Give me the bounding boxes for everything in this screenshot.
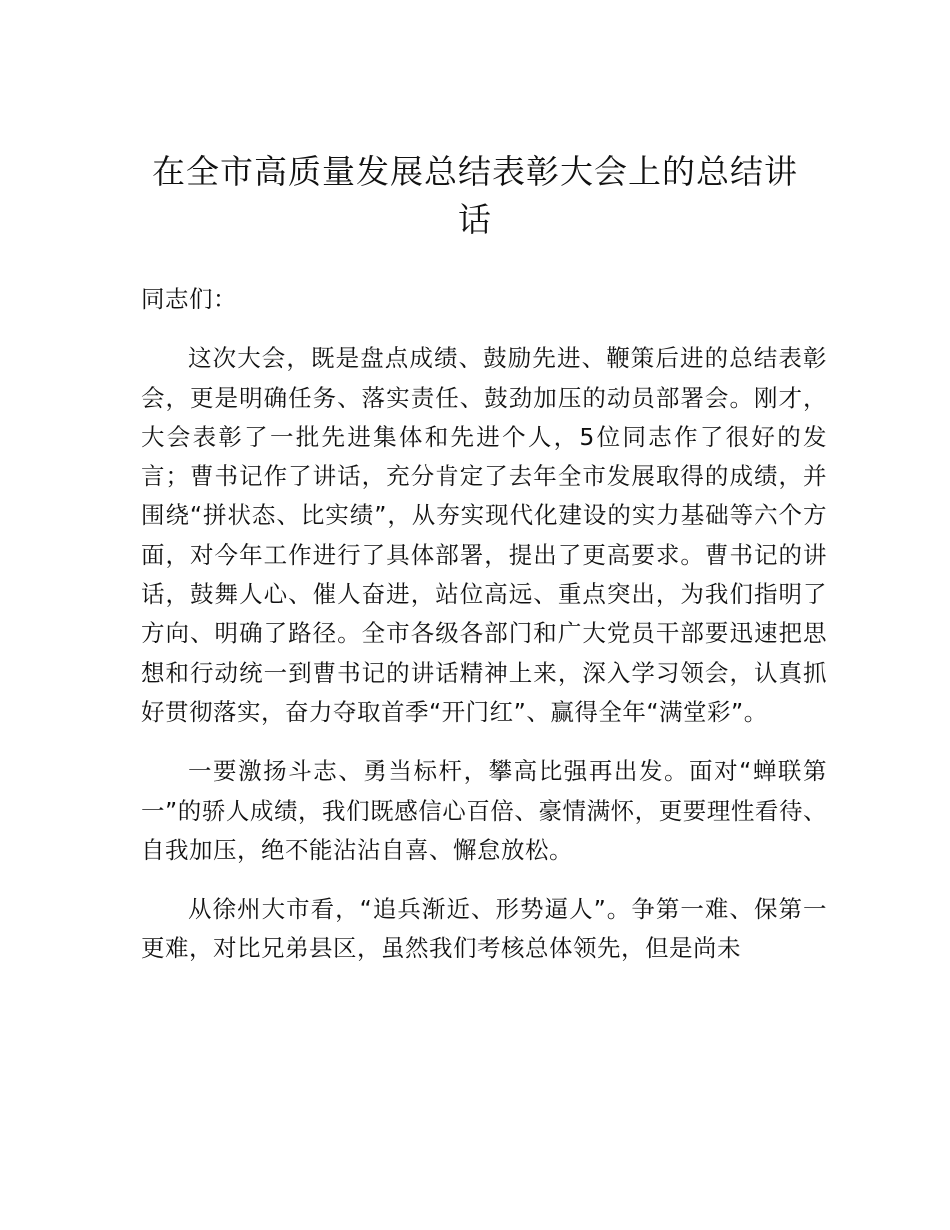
document-title: 在全市高质量发展总结表彰大会上的总结讲话: [152, 152, 798, 239]
document-body: [141, 280, 827, 989]
paragraph-opening: 这次大会，既是盘点成绩、鼓励先进、鞭策后进的总结表彰会，更是明确任务、落实责任、鼓劲加压的动员部署会。刚才，大会表彰了一批先进集体和先进个人，5位同志作了很好的发言；曹书记作了讲话，充分肯定了去年全市发展取得的成绩，并围绕“拼状态、比实绩”，从夯实现代化建设的实力基础等六个方面，对今年工作进行了具体部署，提出了更高要求。曹书记的讲话，鼓舞人心、催人奋进，站位高远、重点突出，为我们指明了方向、明确了路径。全市各级各部门和广大党员干部要迅速把思想和行动统一到曹书记的讲话精神上来，深入学习领会，认真抓好贯彻落实，奋力夺取首季“开门红”、赢得全年“满堂彩”。: [141, 344, 827, 726]
salutation: 同志们：: [141, 285, 237, 313]
paragraph-xuzhou: 从徐州大市看，“追兵渐近、形势逼人”。争第一难、保第一更难，对比兄弟县区，虽然我们考核总体领先，但是尚未: [141, 895, 827, 963]
paragraph-point-one: 一要激扬斗志、勇当标杆，攀高比强再出发。面对“蝉联第一”的骄人成绩，我们既感信心百倍、豪情满怀，更要理性看待、自我加压，绝不能沾沾自喜、懈怠放松。: [141, 757, 827, 864]
